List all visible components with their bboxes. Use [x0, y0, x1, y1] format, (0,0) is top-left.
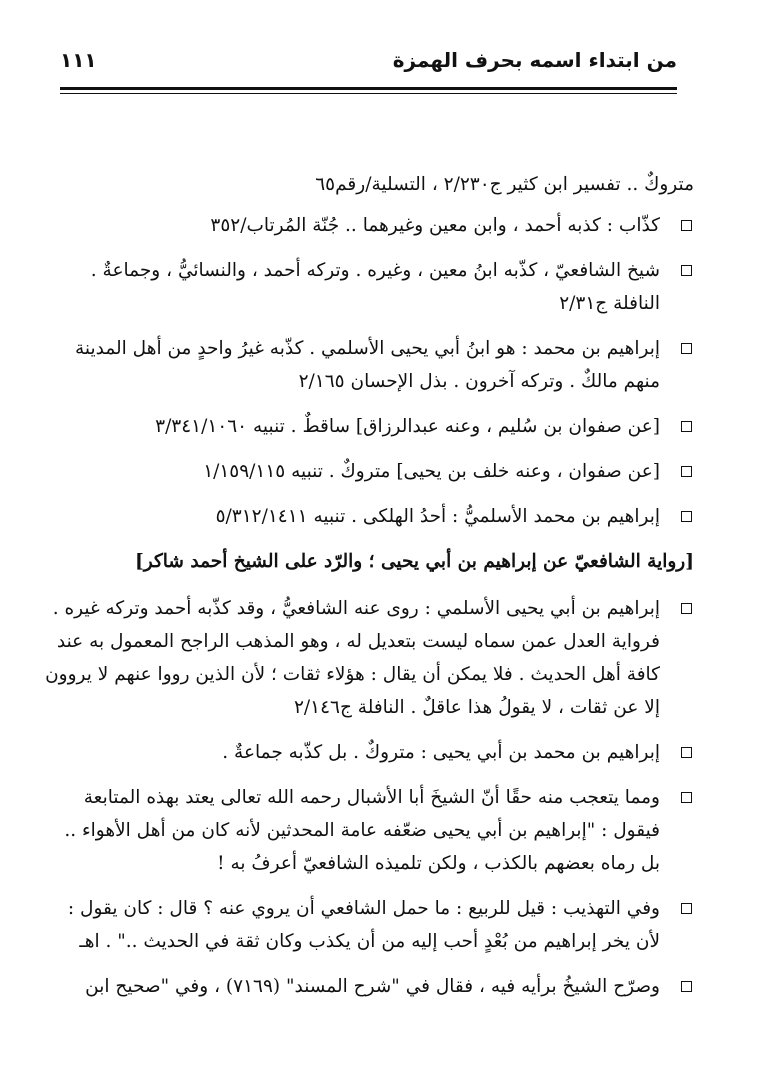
square-bullet-icon [681, 265, 692, 276]
entry-text: إبراهيم بن محمد الأسلميُّ : أحدُ الهلكى . تنبيه ٥/٣١٢/١٤١١ [215, 506, 660, 527]
square-bullet-icon [681, 466, 692, 477]
entry-text: ومما يتعجب منه حقًا أنّ الشيخَ أبا الأشبال رحمه الله تعالى يعتد بهذه المتابعة فيقول : "إبراهيم بن أبي يحيى ضعّفه عامة المحدثين لأنه كان من أهل الأهواء .. بل رماه بعضهم بالكذب ، ولكن تلميذه الشافعيّ أعرفُ به ! [64, 787, 660, 874]
list-item [40, 781, 694, 880]
entry-text: [عن صفوان بن سُليم ، وعنه عبدالرزاق] ساقطٌ . تنبيه ٣/٣٤١/١٠٦٠ [155, 416, 660, 437]
square-bullet-icon [681, 511, 692, 522]
list-item [40, 254, 694, 320]
running-title: من ابتداء اسمه بحرف الهمزة [392, 48, 677, 72]
entry-text: إبراهيم بن محمد : هو ابنُ أبي يحيى الأسلمي . كذّبه غيرُ واحدٍ من أهل المدينة منهم مالكٌ . وتركه آخرون . بذل الإحسان ٢/١٦٥ [74, 338, 660, 392]
list-item [40, 592, 694, 724]
square-bullet-icon [681, 903, 692, 914]
page-number: ١١١ [60, 48, 97, 72]
header-rule-thin [60, 93, 677, 94]
entry-text: [عن صفوان ، وعنه خلف بن يحيى] متروكٌ . تنبيه ١/١٥٩/١١٥ [203, 461, 660, 482]
page-header [60, 48, 677, 84]
header-rule-thick [60, 87, 677, 90]
entry-text: شيخ الشافعيّ ، كذّبه ابنُ معين ، وغيره . وتركه أحمد ، والنسائيُّ ، وجماعةٌ . النافلة ج٢/٣١ [90, 260, 660, 314]
list-item [40, 970, 694, 1003]
square-bullet-icon [681, 343, 692, 354]
square-bullet-icon [681, 981, 692, 992]
list-item [40, 332, 694, 398]
list-item [40, 892, 694, 958]
list-item [40, 736, 694, 769]
entry-text: وصرّح الشيخُ برأيه فيه ، فقال في "شرح المسند" (٧١٦٩) ، وفي "صحيح ابن [85, 976, 660, 997]
section-heading: [رواية الشافعيّ عن إبراهيم بن أبي يحيى ؛ والرّد على الشيخ أحمد شاكر] [135, 551, 694, 572]
square-bullet-icon [681, 792, 692, 803]
square-bullet-icon [681, 220, 692, 231]
list-item [40, 455, 694, 488]
list-item [40, 500, 694, 533]
square-bullet-icon [681, 747, 692, 758]
entry-text: كذّاب : كذبه أحمد ، وابن معين وغيرهما .. جُنّة المُرتاب/٣٥٢ [210, 215, 660, 236]
entry-text: إبراهيم بن أبي يحيى الأسلمي : روى عنه الشافعيُّ ، وقد كذّبه أحمد وتركه غيره . فرواية العدل عمن سماه ليست بتعديل له ، وهو المذهب الراجح المعمول به عند كافة أهل الحديث . فلا يمكن أن يقال : هؤلاء ثقات ؛ لأن الذين رووا عنهم لا يروون إلا عن ثقات ، لا يقولُ هذا عاقلٌ . النافلة ج٢/١٤٦ [45, 598, 660, 718]
intro-line: متروكٌ .. تفسير ابن كثير ج٢/٢٣٠ ، التسلية/رقم٦٥ [315, 174, 694, 195]
body-text [40, 168, 694, 1015]
entry-text: إبراهيم بن محمد بن أبي يحيى : متروكٌ . بل كذّبه جماعةٌ . [222, 742, 660, 763]
square-bullet-icon [681, 603, 692, 614]
square-bullet-icon [681, 421, 692, 432]
list-item [40, 209, 694, 242]
list-item [40, 410, 694, 443]
entry-text: وفي التهذيب : قيل للربيع : ما حمل الشافعي أن يروي عنه ؟ قال : كان يقول : لأن يخر إبراهيم من بُعْدٍ أحب إليه من أن يكذب وكان ثقة في الحديث .." . اهـ [67, 898, 660, 952]
